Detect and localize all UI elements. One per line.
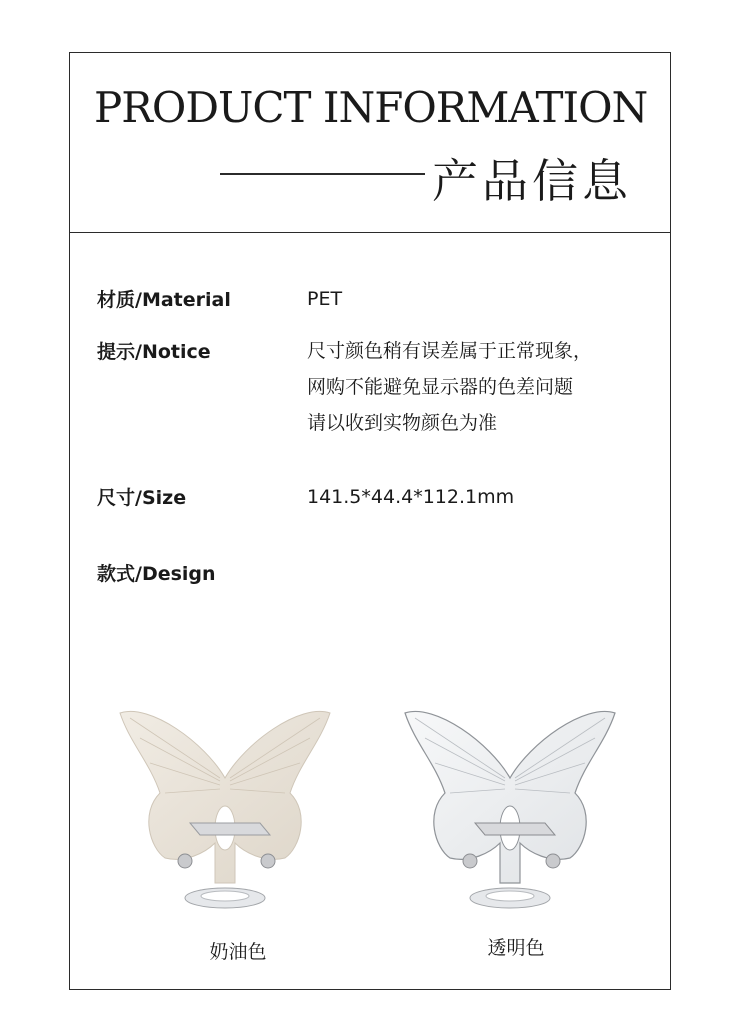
material-value: PET xyxy=(307,288,343,310)
cream-caption: 奶油色 xyxy=(209,941,267,963)
notice-line-1: 尺寸颜色稍有误差属于正常现象， xyxy=(307,340,593,362)
notice-line-2: 网购不能避免显示器的色差问题 xyxy=(307,376,574,398)
transparent-caption: 透明色 xyxy=(487,937,545,959)
info-frame xyxy=(69,52,671,990)
material-label: 材质/Material xyxy=(97,289,231,311)
size-value: 141.5*44.4*112.1mm xyxy=(307,486,515,508)
notice-line-3: 请以收到实物颜色为准 xyxy=(307,412,498,434)
title-divider-line xyxy=(220,173,425,175)
transparent-butterfly-hook-image xyxy=(395,683,625,913)
notice-label: 提示/Notice xyxy=(97,341,211,363)
size-label: 尺寸/Size xyxy=(97,487,187,509)
cream-butterfly-hook-image xyxy=(110,683,340,913)
design-label: 款式/Design xyxy=(97,563,216,585)
title-chinese: 产品信息 xyxy=(432,154,632,208)
header-section xyxy=(70,53,670,233)
title-english: PRODUCT INFORMATION xyxy=(94,83,648,132)
